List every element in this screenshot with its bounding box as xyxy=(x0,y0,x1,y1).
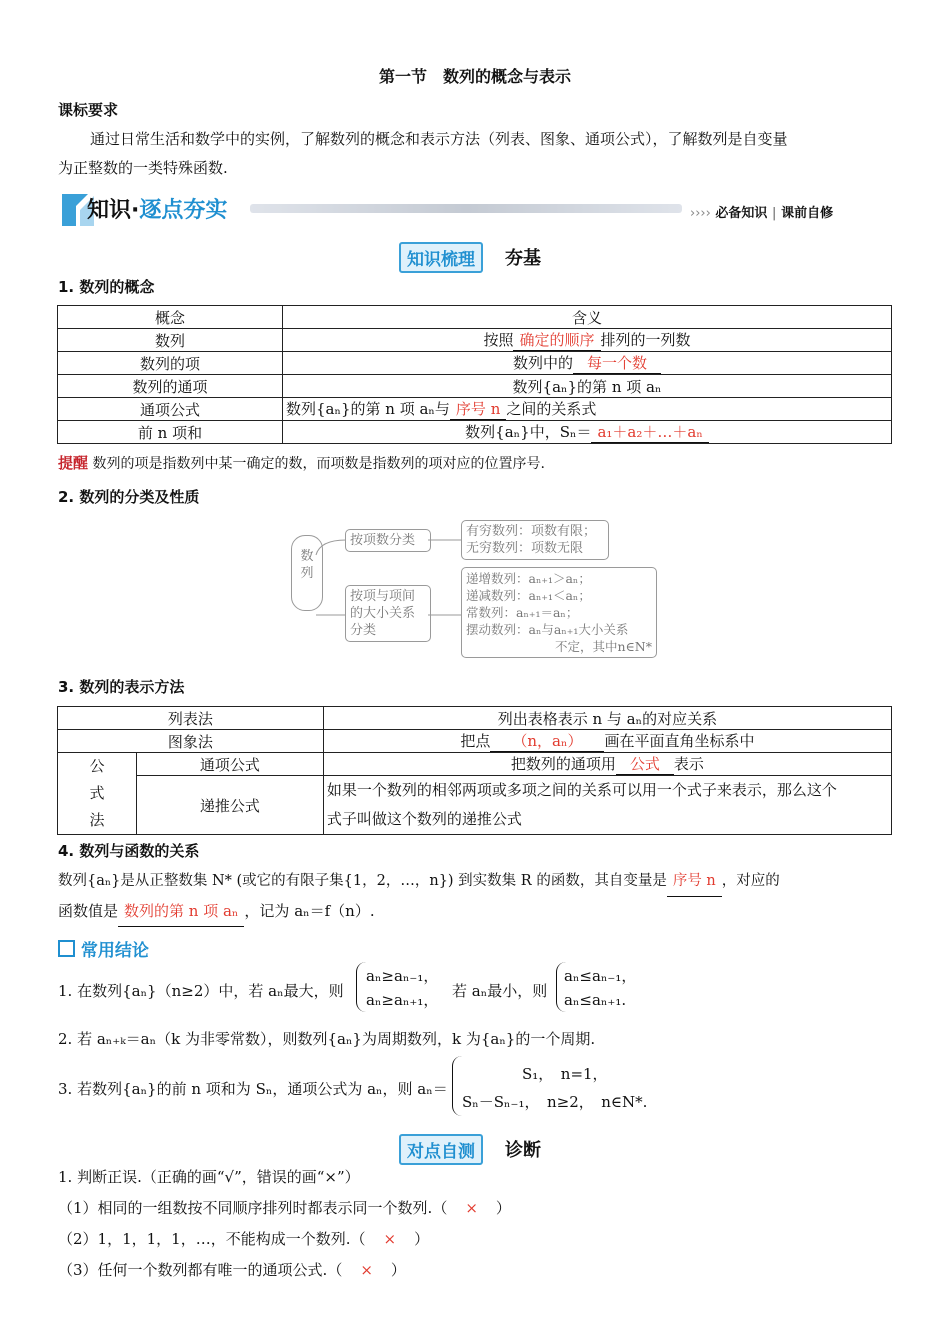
text: ，对应的 xyxy=(721,873,780,889)
quiz-instruction: 1. 判断正误.（正确的画“√”，错误的画“×”） xyxy=(58,1168,360,1186)
answer-blank: 公式 xyxy=(616,753,674,775)
cell xyxy=(323,776,891,835)
text: 数列{aₙ}是从正整数集 N* (或它的有限子集{1，2，…，n}) 到实数集 R 的函数，其自变量是 xyxy=(58,873,667,889)
banner-sep: | xyxy=(771,206,777,221)
conclusion-3-cases xyxy=(462,1060,647,1116)
tip-label: 提醒 xyxy=(58,454,89,472)
cell xyxy=(323,730,891,753)
list-item: 摆动数列：aₙ与aₙ₊₁大小关系 xyxy=(466,622,629,637)
text: （1）相同的一组数按不同顺序排列时都表示同一个数列.（ xyxy=(58,1199,448,1217)
course-req-heading: 课标要求 xyxy=(58,101,119,119)
banner-divider xyxy=(250,204,682,213)
concept-table xyxy=(57,305,892,444)
sec3-title: 3. 数列的表示方法 xyxy=(58,678,185,696)
text: ） xyxy=(390,1261,406,1279)
list-item: 常数列：aₙ₊₁＝aₙ； xyxy=(466,605,579,620)
tag-knowledge: 知识梳理 xyxy=(399,242,483,273)
cell: 图象法 xyxy=(58,730,324,753)
text: 式子叫做这个数列的递推公式 xyxy=(326,810,522,828)
conclusion-1-mid: 若 aₙ最小，则 xyxy=(452,982,548,1000)
diagram-root: 数列 xyxy=(291,535,323,611)
list-item: 不定，其中n∈N* xyxy=(555,639,652,654)
text: S₁， n=1， xyxy=(522,1065,608,1083)
text: 表示 xyxy=(673,755,704,773)
cell: 数列的项 xyxy=(58,352,283,375)
table-row xyxy=(58,730,892,753)
answer-blank: 确定的顺序 xyxy=(513,329,600,351)
list-item: 无穷数列：项数无限 xyxy=(466,541,584,556)
text: aₙ≤aₙ₋₁， xyxy=(564,967,637,985)
cell xyxy=(283,329,892,352)
list-item: 有穷数列：项数有限； xyxy=(466,524,597,539)
cell: 数列的通项 xyxy=(58,375,283,398)
sec1-title: 1. 数列的概念 xyxy=(58,278,155,296)
text: ，记为 aₙ＝f（n）. xyxy=(244,902,375,920)
table-row xyxy=(58,352,892,375)
diagram-branch1-items xyxy=(461,520,609,560)
text: 常用结论 xyxy=(80,941,149,961)
diagram-branch2: 按项与项间的大小关系分类 xyxy=(345,585,431,642)
list-item: 递减数列：aₙ₊₁＜aₙ； xyxy=(466,588,591,603)
text: 公 xyxy=(89,757,105,775)
conclusion-1-max xyxy=(366,964,438,1012)
answer-blank: 序号 n xyxy=(450,398,506,420)
text: ） xyxy=(414,1230,430,1248)
quiz-item xyxy=(58,1197,511,1218)
tag-knowledge-suffix: 夯基 xyxy=(505,248,541,269)
tag-selftest: 对点自测 xyxy=(399,1134,483,1165)
quiz-item xyxy=(58,1228,429,1249)
table-row xyxy=(58,421,892,444)
cell xyxy=(283,421,892,444)
representation-table xyxy=(57,706,892,835)
cell xyxy=(323,753,891,776)
text: 数列{aₙ}中，Sₙ＝ xyxy=(465,423,592,441)
quiz-answer: × xyxy=(360,1261,373,1279)
banner-accent: 逐点夯实 xyxy=(139,198,228,223)
text: aₙ≤aₙ₊₁. xyxy=(564,991,627,1009)
table-row xyxy=(58,306,892,329)
banner-right xyxy=(690,202,833,221)
sec4-line1 xyxy=(58,866,780,897)
quiz-answer: × xyxy=(465,1199,478,1217)
table-row xyxy=(58,776,892,835)
text: 把数列的通项用 xyxy=(510,755,616,773)
diagram-branch2-items xyxy=(461,567,657,658)
cell-formula-group xyxy=(58,753,137,835)
conclusion-3-text: 3. 若数列{aₙ}的前 n 项和为 Sₙ，通项公式为 aₙ，则 aₙ＝ xyxy=(58,1080,448,1098)
cell: 递推公式 xyxy=(137,776,324,835)
answer-blank: 序号 n xyxy=(667,866,722,897)
banner-title xyxy=(87,193,227,224)
table-row xyxy=(58,375,892,398)
answer-blank: 每一个数 xyxy=(573,352,661,374)
tag-selftest-suffix: 诊断 xyxy=(505,1140,541,1161)
conclusion-1-text: 1. 在数列{aₙ}（n≥2）中，若 aₙ最大，则 xyxy=(58,982,344,1000)
cell: 通项公式 xyxy=(137,753,324,776)
banner-right-a: 必备知识 xyxy=(715,206,768,221)
text: Sₙ－Sₙ₋₁， n≥2， n∈N*. xyxy=(462,1093,648,1111)
banner-right-b: 课前自修 xyxy=(781,206,834,221)
answer-blank: （n，aₙ） xyxy=(490,730,604,752)
cell: 含义 xyxy=(283,306,892,329)
quiz-item xyxy=(58,1259,406,1280)
diagram-branch1: 按项数分类 xyxy=(345,529,431,552)
banner-main: 知识 xyxy=(87,198,132,223)
table-row xyxy=(58,398,892,421)
cell: 数列 xyxy=(58,329,283,352)
quiz-answer: × xyxy=(383,1230,397,1248)
text: 数列{aₙ}的第 n 项 aₙ与 xyxy=(286,400,450,418)
answer-blank: a₁＋a₂＋…＋aₙ xyxy=(591,421,708,443)
cell: 列表法 xyxy=(58,707,324,730)
course-req-line2: 为正整数的一类特殊函数. xyxy=(58,159,228,177)
cell: 概念 xyxy=(58,306,283,329)
conclusions-heading xyxy=(58,936,149,961)
cell: 数列{aₙ}的第 n 项 aₙ xyxy=(283,375,892,398)
text: 式 xyxy=(89,784,105,802)
answer-blank: 数列的第 n 项 aₙ xyxy=(118,896,244,927)
text: 排列的一列数 xyxy=(600,331,691,349)
list-item: 递增数列：aₙ₊₁＞aₙ； xyxy=(466,571,591,586)
sec4-line2 xyxy=(58,896,375,927)
conclusion-2: 2. 若 aₙ₊ₖ＝aₙ（k 为非零常数），则数列{aₙ}为周期数列，k 为{aₙ}的一个周期. xyxy=(58,1030,596,1048)
tip xyxy=(58,452,545,473)
text: 如果一个数列的相邻两项或多项之间的关系可以用一个式子来表示，那么这个 xyxy=(326,781,837,799)
text: 数列中的 xyxy=(512,354,573,372)
text: 之间的关系式 xyxy=(506,400,597,418)
text: 函数值是 xyxy=(58,902,119,920)
page-title: 第一节 数列的概念与表示 xyxy=(378,67,571,86)
course-req-line1: 通过日常生活和数学中的实例，了解数列的概念和表示方法（列表、图象、通项公式），了解数列是自变量 xyxy=(90,130,788,148)
text: 画在平面直角坐标系中 xyxy=(604,732,755,750)
text: （2）1，1，1，1，…，不能构成一个数列.（ xyxy=(58,1230,366,1248)
table-row xyxy=(58,329,892,352)
cell: 通项公式 xyxy=(58,398,283,421)
checkbox-square-icon xyxy=(58,940,75,957)
text: 法 xyxy=(89,811,105,829)
table-row xyxy=(58,753,892,776)
sec4-title: 4. 数列与函数的关系 xyxy=(58,842,200,860)
tip-text: 数列的项是指数列中某一确定的数，而项数是指数列的项对应的位置序号. xyxy=(92,456,545,472)
conclusion-1-min xyxy=(564,964,636,1012)
cell: 前 n 项和 xyxy=(58,421,283,444)
cell xyxy=(283,398,892,421)
banner-arrows-icon: ›››› xyxy=(690,206,711,221)
text: aₙ≥aₙ₊₁， xyxy=(366,991,439,1009)
cell xyxy=(283,352,892,375)
text: aₙ≥aₙ₋₁， xyxy=(366,967,439,985)
sec2-title: 2. 数列的分类及性质 xyxy=(58,488,200,506)
table-row xyxy=(58,707,892,730)
text: 把点 xyxy=(460,732,491,750)
text: 按照 xyxy=(483,331,514,349)
text: （3）任何一个数列都有唯一的通项公式.（ xyxy=(58,1261,343,1279)
cell: 列出表格表示 n 与 aₙ的对应关系 xyxy=(323,707,891,730)
text: ） xyxy=(495,1199,511,1217)
banner-dot: · xyxy=(131,198,140,223)
